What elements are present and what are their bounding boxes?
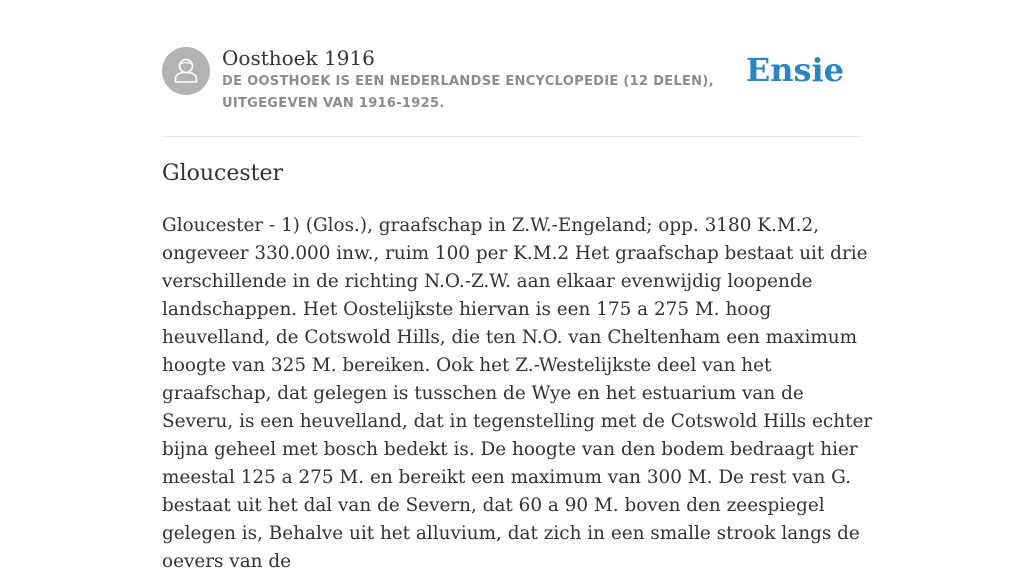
source-title[interactable]: Oosthoek 1916: [222, 46, 375, 70]
source-description: DE OOSTHOEK IS EEN NEDERLANDSE ENCYCLOPEDIE (12 DELEN), UITGEGEVEN VAN 1916-1925.: [222, 74, 714, 111]
ensie-logo-link[interactable]: Ensie: [745, 51, 844, 89]
user-silhouette-icon: [162, 47, 210, 95]
source-avatar[interactable]: [162, 47, 210, 95]
source-header: [162, 44, 862, 137]
entry-title: Gloucester: [162, 161, 284, 186]
entry-body: Gloucester - 1) (Glos.), graafschap in Z.W.-Engeland; opp. 3180 K.M.2, ongeveer 330.000 inw., ruim 100 per K.M.2 Het graafschap bestaat uit drie verschillende in de richting N.O.-Z.W. aan elkaar evenwijdig loopende landschappen. Het Oostelijkste hiervan is een 175 a 275 M. hoog heuvelland, de Cotswold Hills, die ten N.O. van Cheltenham een maximum hoogte van 325 M. bereiken. Ook het Z.-Westelijkste deel van het graafschap, dat gelegen is tusschen de Wye en het estuarium van de Severu, is een heuvelland, dat in tegenstelling met de Cotswold Hills echter bijna geheel met bosch bedekt is. De hoogte van den bodem bedraagt hier meestal 125 a 275 M. en bereikt een maximum van 300 M. De rest van G. bestaat uit het dal van de Severn, dat 60 a 90 M. boven den zeespiegel gelegen is, Behalve uit het alluvium, dat zich in een smalle strook langs de oevers van de: [162, 215, 873, 572]
